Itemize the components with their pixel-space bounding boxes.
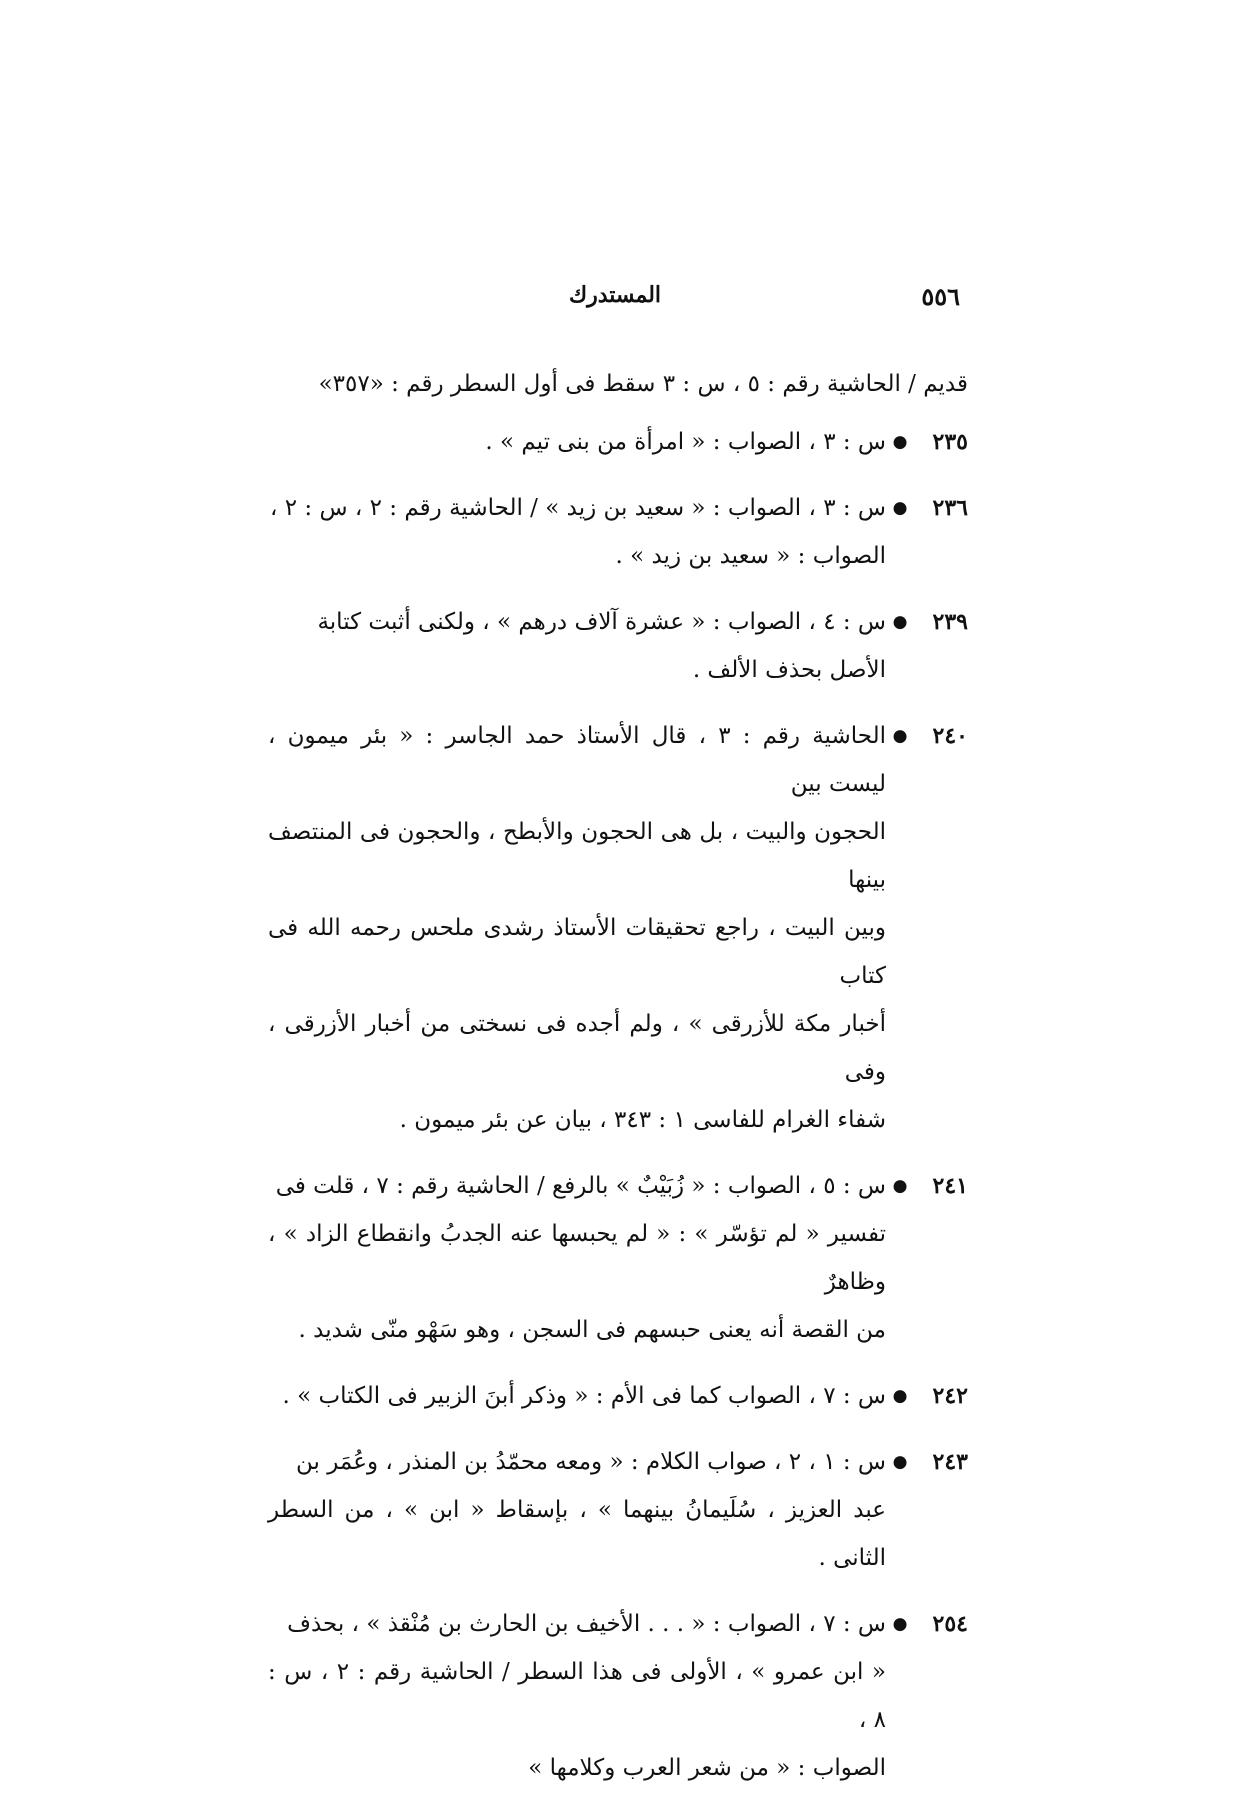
entry-text [268,712,886,1144]
entry-line: الصواب : « سعيد بن زيد » . [615,543,886,569]
page-body [268,360,968,1810]
entry-line: س : ٧ ، الصواب : « . . . الأخيف بن الحارث بن مُنْقذ » ، بحذف [287,1611,886,1637]
bullet-icon: ● [892,612,908,632]
entry-text [268,484,886,580]
entry-text [268,1600,886,1792]
entry-line: س : ١ ، ٢ ، صواب الكلام : « ومعه محمّدُ بن المنذر ، وعُمَر بن [296,1449,886,1475]
entry-number: ٢٤١ [932,1173,968,1199]
entry-line: الصواب : « من شعر العرب وكلامها » [528,1755,886,1781]
bullet-icon: ● [892,1176,908,1196]
bullet-icon: ● [892,498,908,518]
list-item [268,1600,968,1792]
entry-line: الأصل بحذف الألف . [692,657,886,683]
entry-line: وبين البيت ، راجع تحقيقات الأستاذ رشدى ملحس رحمه الله فى كتاب [268,915,886,989]
bullet-icon: ● [892,432,908,452]
list-item [268,484,968,580]
entry-line: شفاء الغرام للفاسى ١ : ٣٤٣ ، بيان عن بئر ميمون . [399,1107,886,1133]
entry-line: الحجون والبيت ، بل هى الحجون والأبطح ، والحجون فى المنتصف بينها [268,819,886,893]
entry-text [268,598,886,694]
entry-line: أخبار مكة للأزرقى » ، ولم أجده فى نسختى من أخبار الأزرقى ، وفى [268,1011,886,1085]
entry-line: س : ٧ ، الصواب كما فى الأم : « وذكر أبنَ الزبير فى الكتاب » . [282,1383,886,1409]
entry-number: ٢٤٠ [932,723,968,749]
entry-line: تفسير « لم تؤسّر » : « لم يحبسها عنه الجدبُ وانقطاع الزاد » ، وظاهرٌ [268,1221,886,1295]
entry-line: « ابن عمرو » ، الأولى فى هذا السطر / الحاشية رقم : ٢ ، س : ٨ ، [268,1659,886,1733]
entry-line: من القصة أنه يعنى حبسهم فى السجن ، وهو سَهْو منّى شديد . [298,1317,886,1343]
running-title: المستدرك [568,282,662,308]
intro-line: قديم / الحاشية رقم : ٥ ، س : ٣ سقط فى أول السطر رقم : «٣٥٧» [318,371,968,397]
list-item [268,1162,968,1354]
entry-number: ٢٣٩ [932,609,968,635]
entry-number: ٢٥٤ [932,1611,968,1637]
entry-text [268,1372,886,1420]
entry-number: ٢٤٢ [932,1383,968,1409]
entry-number: ٢٣٥ [932,429,968,455]
list-item [268,598,968,694]
entry-line: س : ٤ ، الصواب : « عشرة آلاف درهم » ، ولكنى أثبت كتابة [317,609,886,635]
list-item [268,1438,968,1582]
list-item [268,712,968,1144]
entry-line: س : ٥ ، الصواب : « زُبَيْبٌ » بالرفع / الحاشية رقم : ٧ ، قلت فى [275,1173,886,1199]
bullet-icon: ● [892,1386,908,1406]
entry-line: عبد العزيز ، سُلَيمانُ بينهما » ، بإسقاط « ابن » ، من السطر الثانى . [268,1497,886,1571]
list-item [268,1372,968,1420]
entry-text [268,418,886,466]
entry-number: ٢٤٣ [932,1449,968,1475]
entry-text [268,1162,886,1354]
entry-text [268,1438,886,1582]
bullet-icon: ● [892,1614,908,1634]
page-header [270,282,960,322]
entry-line: الحاشية رقم : ٣ ، قال الأستاذ حمد الجاسر : « بئر ميمون ، ليست بين [268,723,887,797]
entry-line: س : ٣ ، الصواب : « امرأة من بنى تيم » . [485,429,886,455]
entry-line: س : ٣ ، الصواب : « سعيد بن زيد » / الحاشية رقم : ٢ ، س : ٢ ، [270,495,886,521]
entry-number: ٢٣٦ [932,495,968,521]
bullet-icon: ● [892,1452,908,1472]
page-number: ٥٥٦ [921,282,960,311]
bullet-icon: ● [892,726,908,746]
list-item [268,418,968,466]
